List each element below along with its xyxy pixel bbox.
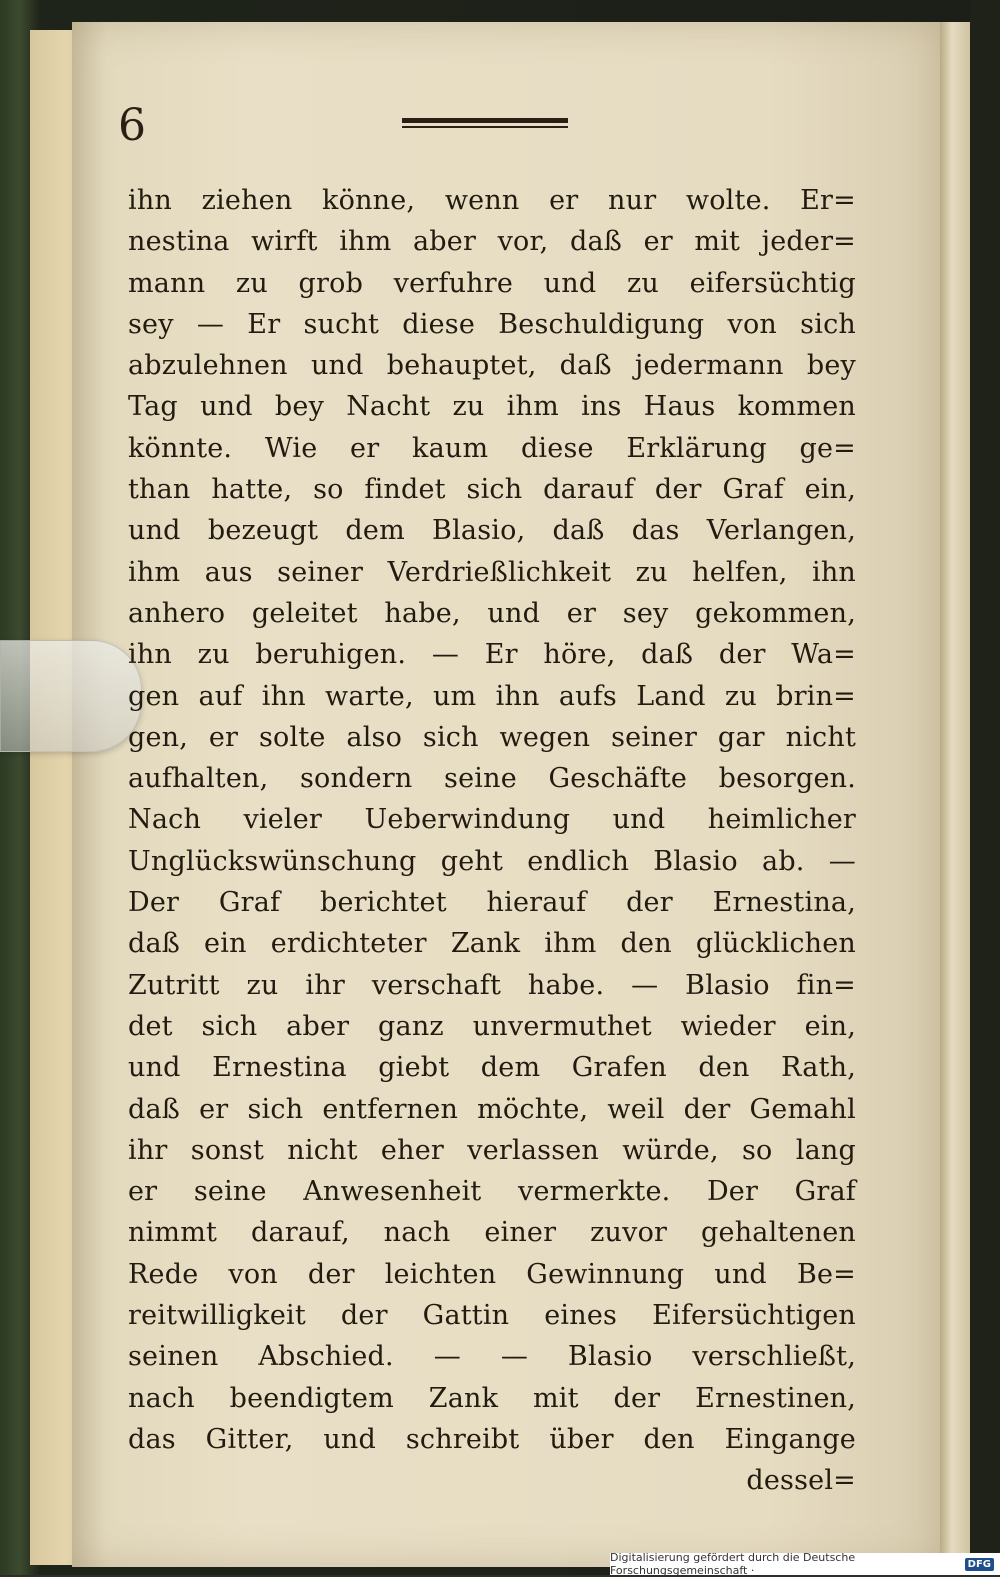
text-line: das Gitter, und schreibt über den Eingange: [128, 1423, 856, 1455]
text-line: ihn ziehen könne, wenn er nur wolte. Er=: [128, 185, 856, 216]
text-line: gen, er solte also sich wegen seiner gar nicht: [128, 721, 856, 753]
text-line: nach beendigtem Zank mit der Ernestinen,: [128, 1382, 856, 1414]
credit-text: Digitalisierung gefördert durch die Deutsche Forschungsgemeinschaft ·: [610, 1551, 856, 1577]
text-line: mann zu grob verfuhre und zu eifersüchtig: [128, 267, 856, 299]
text-line: daß ein erdichteter Zank ihm den glücklichen: [128, 928, 856, 960]
text-line: seinen Abschied. — — Blasio verschließt,: [128, 1341, 856, 1373]
text-line: ihm aus seiner Verdrießlichkeit zu helfen, ihn: [128, 556, 856, 588]
text-line: daß er sich entfernen möchte, weil der Gemahl: [128, 1093, 856, 1125]
text-line: ihn zu beruhigen. — Er höre, daß der Wa=: [128, 639, 856, 671]
scan-margin-right: [970, 0, 1000, 1575]
text-line: und bezeugt dem Blasio, daß das Verlangen,: [128, 515, 856, 547]
text-line: Zutritt zu ihr verschaft habe. — Blasio fin=: [128, 969, 856, 1001]
page-right-edge: [940, 22, 970, 1567]
text-line: Tag und bey Nacht zu ihm ins Haus kommen: [128, 391, 856, 423]
text-line: nestina wirft ihm aber vor, daß er mit jeder=: [128, 226, 856, 258]
text-line: er seine Anwesenheit vermerkte. Der Graf: [128, 1176, 856, 1208]
text-line: Rede von der leichten Gewinnung und Be=: [128, 1258, 856, 1290]
digitization-credit: [610, 1553, 1000, 1575]
catchword: dessel=: [746, 1465, 856, 1497]
text-line: than hatte, so findet sich darauf der Graf ein,: [128, 474, 856, 506]
text-line: Der Graf berichtet hierauf der Ernestina,: [128, 887, 856, 919]
body-text: [128, 180, 856, 1502]
page-number: 6: [118, 100, 146, 151]
text-line: und Ernestina giebt dem Grafen den Rath,: [128, 1052, 856, 1084]
text-line: ihr sonst nicht eher verlassen würde, so lang: [128, 1134, 856, 1166]
text-line: reitwilligkeit der Gattin eines Eifersüchtigen: [128, 1300, 856, 1332]
text-line: Unglückswünschung geht endlich Blasio ab. —: [128, 845, 856, 877]
text-line: aufhalten, sondern seine Geschäfte besorgen.: [128, 763, 856, 795]
text-line: anhero geleitet habe, und er sey gekommen,: [128, 597, 856, 629]
dfg-logo: DFG: [965, 1558, 994, 1571]
text-line: könnte. Wie er kaum diese Erklärung ge=: [128, 432, 856, 464]
text-line: Nach vieler Ueberwindung und heimlicher: [128, 804, 856, 836]
text-line: det sich aber ganz unvermuthet wieder ein,: [128, 1010, 856, 1042]
text-line: abzulehnen und behauptet, daß jedermann bey: [128, 350, 856, 382]
header-rule: [402, 118, 568, 132]
page-clip: [0, 640, 142, 752]
text-line: gen auf ihn warte, um ihn aufs Land zu brin=: [128, 680, 856, 712]
text-line: sey — Er sucht diese Beschuldigung von sich: [128, 308, 856, 340]
text-line: nimmt darauf, nach einer zuvor gehaltenen: [128, 1217, 856, 1249]
